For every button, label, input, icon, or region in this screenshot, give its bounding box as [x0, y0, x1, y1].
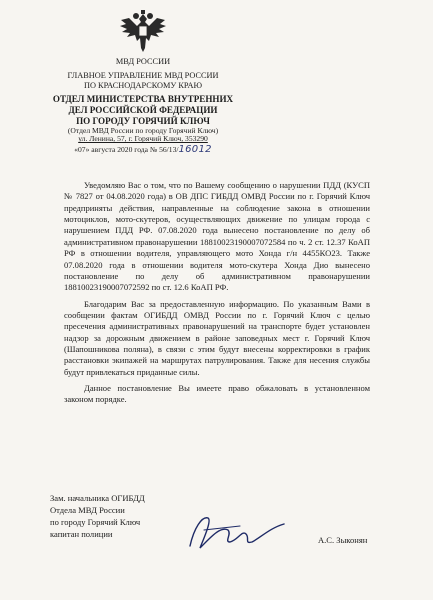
department-line-2: ДЕЛ РОССИЙСКОЙ ФЕДЕРАЦИИ [68, 105, 218, 116]
letter-body [64, 180, 370, 411]
reference-line [46, 144, 240, 156]
ministry-name: МВД РОССИИ [115, 57, 171, 66]
directorate-line-2: ПО КРАСНОДАРСКОМУ КРАЮ [84, 80, 202, 90]
reference-date-number: «07» августа 2020 года № 56/13/ [74, 145, 179, 155]
reference-handwritten-number: 16012 [178, 144, 212, 156]
department-address: ул. Ленина, 57, г. Горячий Ключ, 353290 [78, 134, 208, 144]
signatory-name: А.С. Зыконян [318, 535, 368, 545]
paragraph-notification: Уведомляю Вас о том, что по Вашему сообщению о нарушении ПДД (КУСП № 7827 от 04.08.2020 года) в ОВ ДПС ГИБДД ОМВД России по г. Горячий Ключ предприняты действия, направленные на соблюдение закона в отношении мотоциклов, мото-скутеров, осуществляющих движение по улицам города с нарушением ПДД РФ. 07.08.2020 года вынесено постановление по делу об административном правонарушении 18810023190007072584 по ч. 2 ст. 12.37 КоАП РФ в отношении водителя, управляющего мото Хонда г/н 4455КО23. Также 07.08.2020 года в отношении водителя мото-скутера Хонда Дио вынесено постановление по делу об административном правонарушении 18810023190007072592 по ст. 12.6 КоАП РФ. [64, 180, 370, 293]
paragraph-gratitude: Благодарим Вас за предоставленную информацию. По указанным Вами в сообщении фактам ОГИБДД ОМВД России по г. Горячий Ключ с целью пресечения административных правонарушений на транспорте будет установлен надзор за дорожным движением в районе заповедных мест г. Горячий Ключ (Шапошникова поляна), в связи с этим будут внесены корректировки в график расстановки экипажей на маршрутах патрулирования. Также для несения службы будут привлекаться приданные силы. [64, 298, 370, 377]
department-short-name: (Отдел МВД России по городу Горячий Ключ) [67, 125, 219, 135]
signatory-position-line-2: Отдела МВД России [50, 504, 125, 515]
signatory-position-line-3: по городу Горячий Ключ [50, 516, 141, 527]
double-headed-eagle-emblem [117, 8, 169, 56]
signatory-position [50, 493, 190, 541]
directorate-line-1: ГЛАВНОЕ УПРАВЛЕНИЕ МВД РОССИИ [67, 70, 219, 80]
paragraph-appeal: Данное постановление Вы имеете право обжаловать в установленном законом порядке. [64, 383, 370, 405]
signatory-position-line-4: капитан полиции [50, 528, 113, 539]
handwritten-signature [180, 508, 292, 558]
department-line-1: ОТДЕЛ МИНИСТЕРСТВА ВНУТРЕННИХ [52, 94, 234, 105]
signatory-position-line-1: Зам. начальника ОГИБДД [50, 493, 145, 503]
department-line-3: ПО ГОРОДУ ГОРЯЧИЙ КЛЮЧ [76, 115, 210, 126]
letterhead [46, 8, 240, 156]
